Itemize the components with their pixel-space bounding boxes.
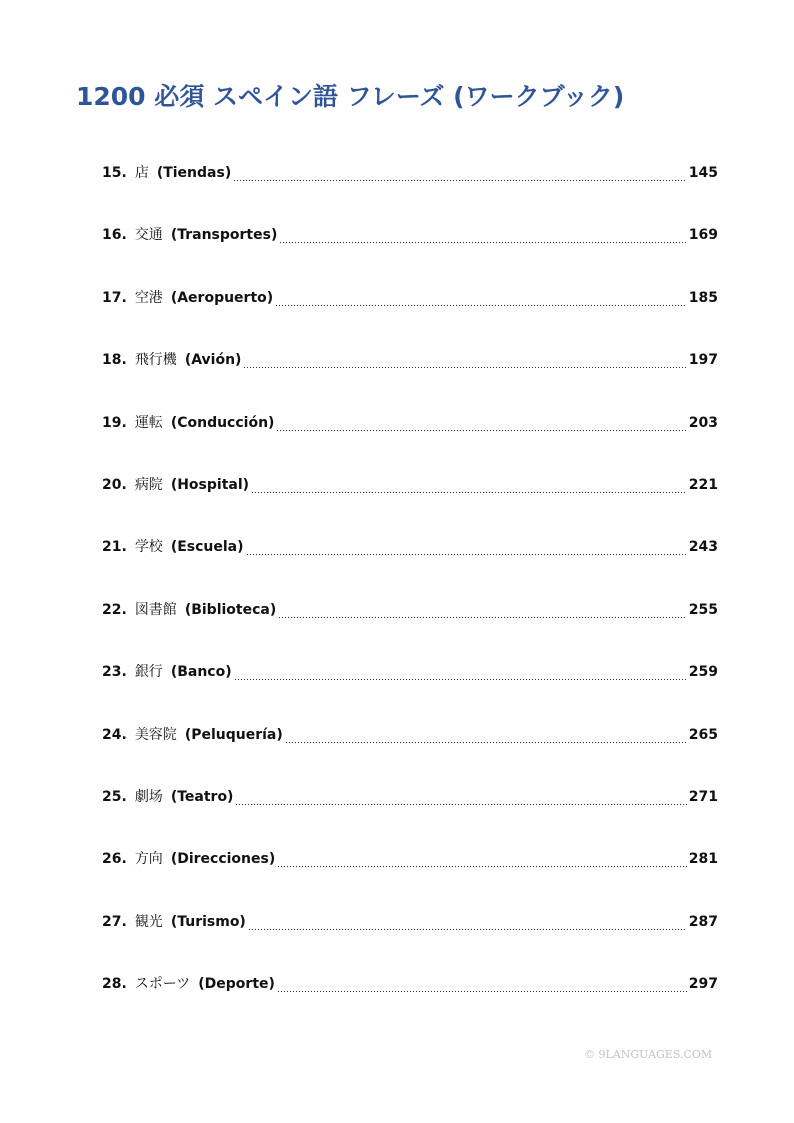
toc-entry[interactable] — [102, 782, 718, 844]
toc-entry-number: 15. — [102, 165, 127, 181]
toc-entry[interactable] — [102, 595, 718, 657]
toc-entry-page: 255 — [688, 601, 718, 618]
toc-entry-spanish: (Teatro) — [170, 788, 234, 805]
dot-leader — [246, 532, 687, 562]
toc-entry-page: 259 — [688, 664, 718, 681]
dot-leader — [248, 907, 687, 937]
toc-entry-japanese: 観光 — [134, 913, 163, 930]
toc-entry-page: 297 — [688, 976, 718, 993]
toc-entry-spanish: (Avión) — [184, 352, 242, 369]
toc-entry[interactable] — [102, 907, 718, 969]
toc-entry-spanish: (Hospital) — [170, 476, 250, 493]
dot-leader — [233, 158, 687, 188]
toc-entry-spanish: (Peluquería) — [184, 726, 283, 743]
toc-entry[interactable] — [102, 720, 718, 782]
toc-entry-page: 265 — [688, 726, 718, 743]
toc-entry[interactable] — [102, 408, 718, 470]
dot-leader — [285, 720, 687, 750]
toc-entry-japanese: 空港 — [134, 289, 163, 306]
dot-leader — [235, 782, 686, 812]
toc-entry-page: 271 — [688, 788, 718, 805]
toc-entry-number: 16. — [102, 227, 127, 244]
dot-leader — [243, 345, 686, 375]
toc-entry-spanish: (Transportes) — [170, 227, 278, 244]
toc-entry-number: 17. — [102, 289, 127, 306]
toc-entry-number: 25. — [102, 788, 127, 805]
toc-entry-spanish: (Biblioteca) — [184, 601, 277, 618]
toc-entry-japanese: 運転 — [134, 414, 163, 431]
toc-entry-page: 197 — [688, 352, 718, 369]
toc-entry-spanish: (Conducción) — [170, 414, 275, 431]
toc-entry-page: 169 — [688, 227, 718, 244]
toc-entry-number: 24. — [102, 726, 127, 743]
toc-entry-japanese: 飛行機 — [134, 352, 177, 369]
toc-entry[interactable] — [102, 220, 718, 282]
toc-entry[interactable] — [102, 158, 718, 220]
toc-entry-page: 281 — [688, 851, 718, 868]
toc-entry-spanish: (Direcciones) — [170, 851, 276, 868]
dot-leader — [251, 470, 687, 500]
toc-entry-japanese: 銀行 — [134, 664, 163, 681]
toc-entry-japanese: 美容院 — [134, 726, 177, 743]
toc-entry-number: 18. — [102, 352, 127, 369]
table-of-contents — [102, 158, 718, 1031]
toc-entry[interactable] — [102, 844, 718, 906]
toc-entry-page: 221 — [688, 476, 718, 493]
dot-leader — [279, 220, 686, 250]
dot-leader — [277, 969, 687, 999]
toc-entry-number: 19. — [102, 414, 127, 431]
toc-entry[interactable] — [102, 283, 718, 345]
toc-entry-spanish: (Aeropuerto) — [170, 289, 274, 306]
toc-entry-japanese: 方向 — [134, 851, 163, 868]
toc-entry-spanish: (Tiendas) — [156, 165, 232, 181]
toc-entry-japanese: 図書館 — [134, 601, 177, 618]
dot-leader — [234, 657, 687, 687]
toc-entry-page: 145 — [688, 165, 718, 181]
dot-leader — [278, 595, 687, 625]
toc-entry-page: 203 — [688, 414, 718, 431]
toc-entry-spanish: (Turismo) — [170, 913, 246, 930]
toc-entry-number: 23. — [102, 664, 127, 681]
toc-entry-number: 28. — [102, 976, 127, 993]
toc-entry-japanese: スポーツ — [134, 976, 191, 993]
dot-leader — [275, 283, 687, 313]
toc-entry-page: 185 — [688, 289, 718, 306]
toc-entry-japanese: 交通 — [134, 227, 163, 244]
toc-entry-page: 243 — [688, 539, 718, 556]
toc-entry-japanese: 店 — [134, 165, 149, 181]
toc-entry-spanish: (Banco) — [170, 664, 232, 681]
toc-entry-number: 21. — [102, 539, 127, 556]
toc-entry[interactable] — [102, 969, 718, 1031]
copyright-notice: © 9LANGUAGES.COM — [584, 1048, 713, 1061]
toc-entry-number: 20. — [102, 476, 127, 493]
toc-entry-japanese: 病院 — [134, 476, 163, 493]
toc-entry-number: 27. — [102, 913, 127, 930]
toc-entry-page: 287 — [688, 913, 718, 930]
toc-entry[interactable] — [102, 657, 718, 719]
toc-entry-number: 26. — [102, 851, 127, 868]
dot-leader — [276, 408, 686, 438]
toc-entry[interactable] — [102, 345, 718, 407]
toc-entry[interactable] — [102, 470, 718, 532]
toc-entry-spanish: (Deporte) — [198, 976, 275, 993]
toc-entry-japanese: 劇场 — [134, 788, 163, 805]
dot-leader — [277, 844, 687, 874]
toc-entry-japanese: 学校 — [134, 539, 163, 556]
document-title: 1200 必須 スペイン語 フレーズ (ワークブック) — [76, 82, 625, 111]
toc-entry[interactable] — [102, 532, 718, 594]
toc-entry-spanish: (Escuela) — [170, 539, 244, 556]
toc-entry-number: 22. — [102, 601, 127, 618]
